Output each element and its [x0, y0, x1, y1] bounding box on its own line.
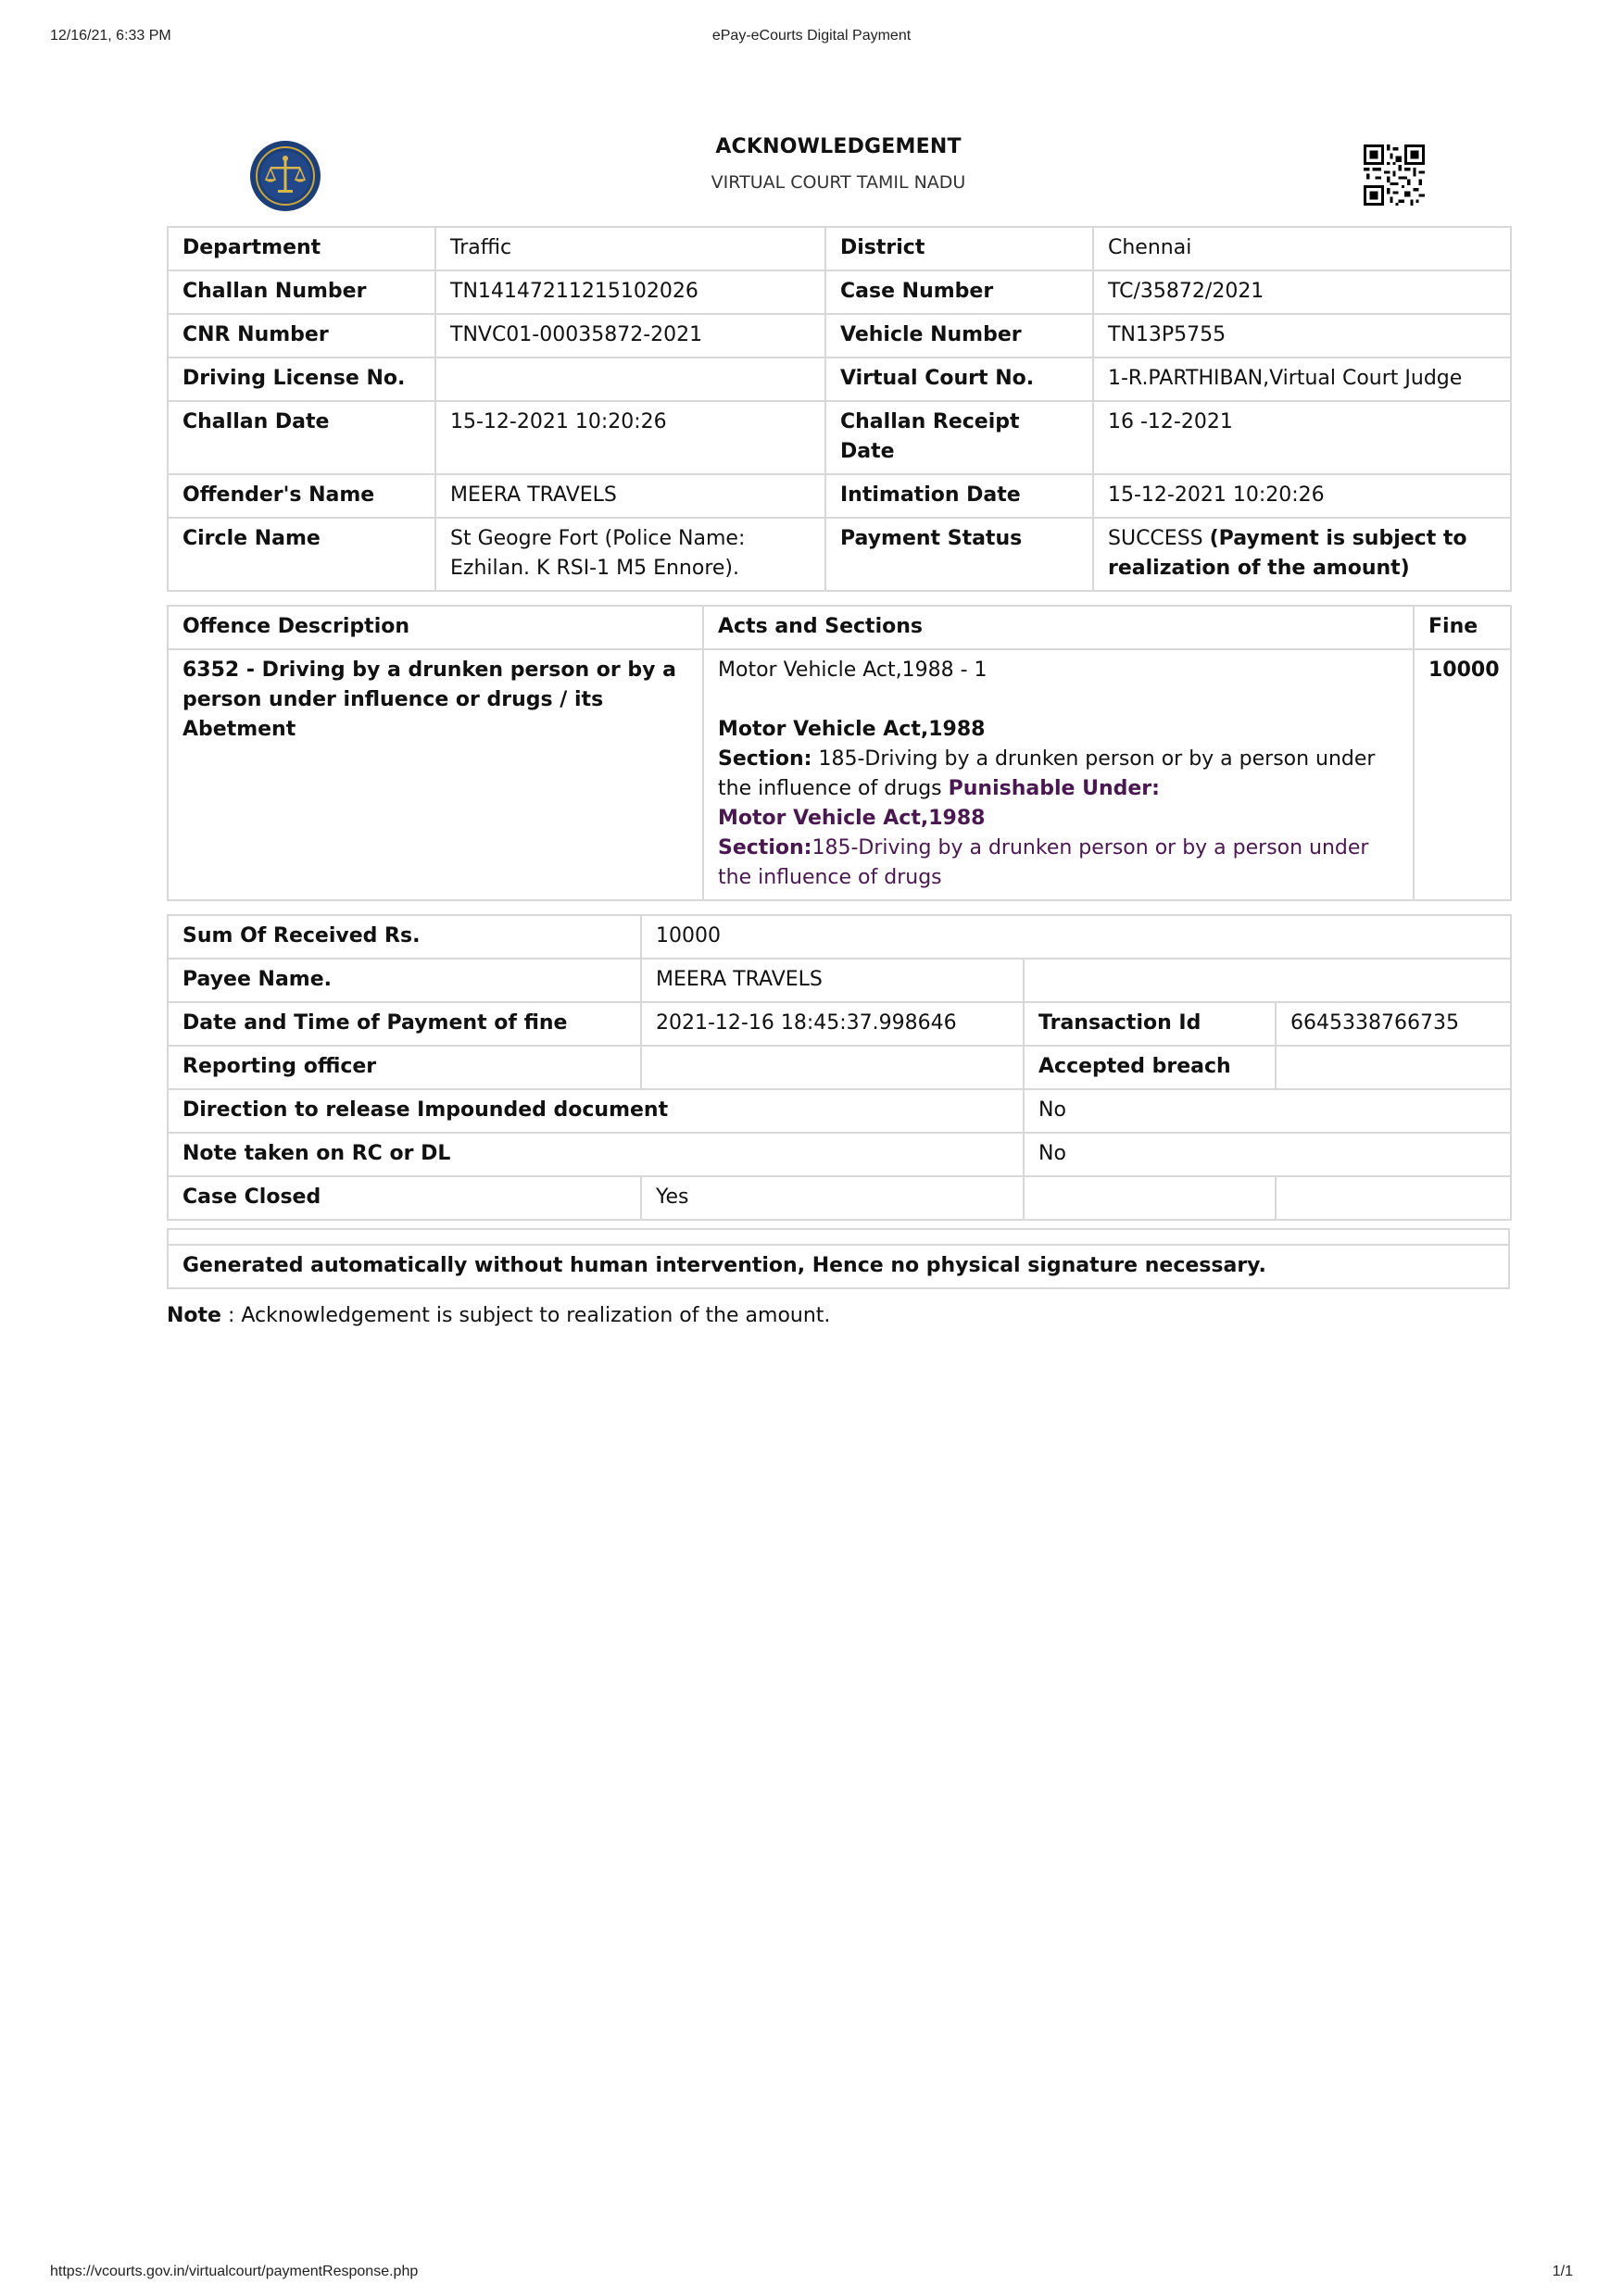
table-row — [168, 1176, 1511, 1220]
vehicle-number-value: TN13P5755 — [1093, 314, 1511, 358]
cnr-number-value: TNVC01-00035872-2021 — [435, 314, 825, 358]
table-row — [168, 606, 1511, 649]
accepted-breach-label: Accepted breach — [1024, 1046, 1276, 1089]
note-label: Note — [167, 1304, 221, 1327]
acknowledgement-note — [167, 1304, 1510, 1327]
acknowledgement-header — [167, 130, 1510, 226]
table-row — [168, 227, 1511, 270]
qr-code-icon — [1364, 144, 1425, 206]
payment-datetime-value: 2021-12-16 18:45:37.998646 — [641, 1002, 1024, 1046]
intimation-date-label: Intimation Date — [825, 474, 1093, 518]
direction-release-label: Direction to release Impounded document — [168, 1089, 1024, 1133]
case-closed-value: Yes — [641, 1176, 1024, 1220]
payee-name-value: MEERA TRAVELS — [641, 959, 1024, 1002]
table-row — [168, 1046, 1511, 1089]
punishable-section-paragraph — [718, 834, 1399, 893]
table-row — [168, 1245, 1509, 1288]
table-row — [168, 1089, 1511, 1133]
payment-status-note: (Payment is subject to realization of the amount) — [1108, 527, 1467, 580]
transaction-id-value: 6645338766735 — [1276, 1002, 1511, 1046]
department-label: Department — [168, 227, 435, 270]
challan-number-label: Challan Number — [168, 270, 435, 314]
note-rc-dl-value: No — [1024, 1133, 1511, 1176]
acknowledgement-title: ACKNOWLEDGEMENT — [715, 135, 962, 158]
punishable-section-text: 185-Driving by a drunken person or by a person under the influence of drugs — [718, 836, 1369, 889]
payment-status-cell — [1093, 518, 1511, 591]
payee-name-label: Payee Name. — [168, 959, 641, 1002]
table-row — [168, 518, 1511, 591]
offence-description: 6352 - Driving by a drunken person or by a person under influence or drugs / its Abetment — [168, 649, 703, 900]
direction-release-value: No — [1024, 1089, 1511, 1133]
circle-name-value: St Geogre Fort (Police Name: Ezhilan. K RSI-1 M5 Ennore). — [435, 518, 825, 591]
accepted-breach-value — [1276, 1046, 1511, 1089]
circle-name-label: Circle Name — [168, 518, 435, 591]
section-text: 185-Driving by a drunken person or by a person under the influence of drugs — [718, 747, 1376, 800]
table-row — [168, 915, 1511, 959]
challan-receipt-date-label: Challan Receipt Date — [825, 401, 1093, 474]
print-header — [0, 28, 1623, 50]
table-row — [168, 270, 1511, 314]
acts-sections-header: Acts and Sections — [703, 606, 1414, 649]
intimation-date-value: 15-12-2021 10:20:26 — [1093, 474, 1511, 518]
empty-cell — [1024, 959, 1511, 1002]
acknowledgement-document — [167, 130, 1510, 1327]
case-number-value: TC/35872/2021 — [1093, 270, 1511, 314]
note-text: : Acknowledgement is subject to realization of the amount. — [220, 1304, 831, 1327]
district-label: District — [825, 227, 1093, 270]
table-row — [168, 314, 1511, 358]
note-rc-dl-label: Note taken on RC or DL — [168, 1133, 1024, 1176]
sum-received-value: 10000 — [641, 915, 1511, 959]
offence-table — [167, 605, 1512, 901]
sum-received-label: Sum Of Received Rs. — [168, 915, 641, 959]
generated-notice: Generated automatically without human intervention, Hence no physical signature necessary. — [168, 1245, 1509, 1288]
print-url: https://vcourts.gov.in/virtualcourt/paymentResponse.php — [50, 2264, 419, 2279]
acknowledgement-subtitle: VIRTUAL COURT TAMIL NADU — [711, 172, 966, 193]
payment-status-label: Payment Status — [825, 518, 1093, 591]
empty-cell — [1276, 1176, 1511, 1220]
empty-cell — [1024, 1176, 1276, 1220]
table-row — [168, 1133, 1511, 1176]
case-closed-label: Case Closed — [168, 1176, 641, 1220]
case-number-label: Case Number — [825, 270, 1093, 314]
act-line: Motor Vehicle Act,1988 - 1 — [718, 659, 988, 682]
fine-header: Fine — [1414, 606, 1511, 649]
driving-license-value — [435, 358, 825, 401]
payment-status-value: SUCCESS — [1108, 527, 1203, 550]
print-page-number: 1/1 — [1552, 2264, 1573, 2279]
punishable-section-label: Section: — [718, 836, 812, 859]
act-title: Motor Vehicle Act,1988 — [718, 718, 986, 741]
transaction-id-label: Transaction Id — [1024, 1002, 1276, 1046]
table-row — [168, 1002, 1511, 1046]
print-page-title: ePay-eCourts Digital Payment — [711, 28, 912, 44]
table-row — [168, 401, 1511, 474]
reporting-officer-value — [641, 1046, 1024, 1089]
acts-sections-cell — [703, 649, 1414, 900]
generated-notice-table — [167, 1228, 1510, 1289]
print-footer — [0, 2264, 1623, 2286]
payment-datetime-label: Date and Time of Payment of fine — [168, 1002, 641, 1046]
section-label: Section: — [718, 747, 812, 771]
offence-description-header: Offence Description — [168, 606, 703, 649]
table-row — [168, 1229, 1509, 1245]
challan-receipt-date-value: 16 -12-2021 — [1093, 401, 1511, 474]
virtual-court-label: Virtual Court No. — [825, 358, 1093, 401]
district-value: Chennai — [1093, 227, 1511, 270]
cnr-number-label: CNR Number — [168, 314, 435, 358]
department-value: Traffic — [435, 227, 825, 270]
challan-date-label: Challan Date — [168, 401, 435, 474]
driving-license-label: Driving License No. — [168, 358, 435, 401]
reporting-officer-label: Reporting officer — [168, 1046, 641, 1089]
table-row — [168, 474, 1511, 518]
challan-number-value: TN14147211215102026 — [435, 270, 825, 314]
payment-table — [167, 914, 1512, 1221]
challan-date-value: 15-12-2021 10:20:26 — [435, 401, 825, 474]
vehicle-number-label: Vehicle Number — [825, 314, 1093, 358]
print-datetime: 12/16/21, 6:33 PM — [50, 28, 171, 44]
empty-row — [168, 1229, 1509, 1245]
offender-name-value: MEERA TRAVELS — [435, 474, 825, 518]
section-paragraph — [718, 745, 1399, 804]
punishable-label: Punishable Under: — [948, 777, 1160, 800]
fine-value: 10000 — [1414, 649, 1511, 900]
table-row — [168, 649, 1511, 900]
table-row — [168, 959, 1511, 1002]
challan-details-table — [167, 226, 1512, 592]
offender-name-label: Offender's Name — [168, 474, 435, 518]
table-row — [168, 358, 1511, 401]
punishable-act: Motor Vehicle Act,1988 — [718, 807, 986, 830]
virtual-court-value: 1-R.PARTHIBAN,Virtual Court Judge — [1093, 358, 1511, 401]
